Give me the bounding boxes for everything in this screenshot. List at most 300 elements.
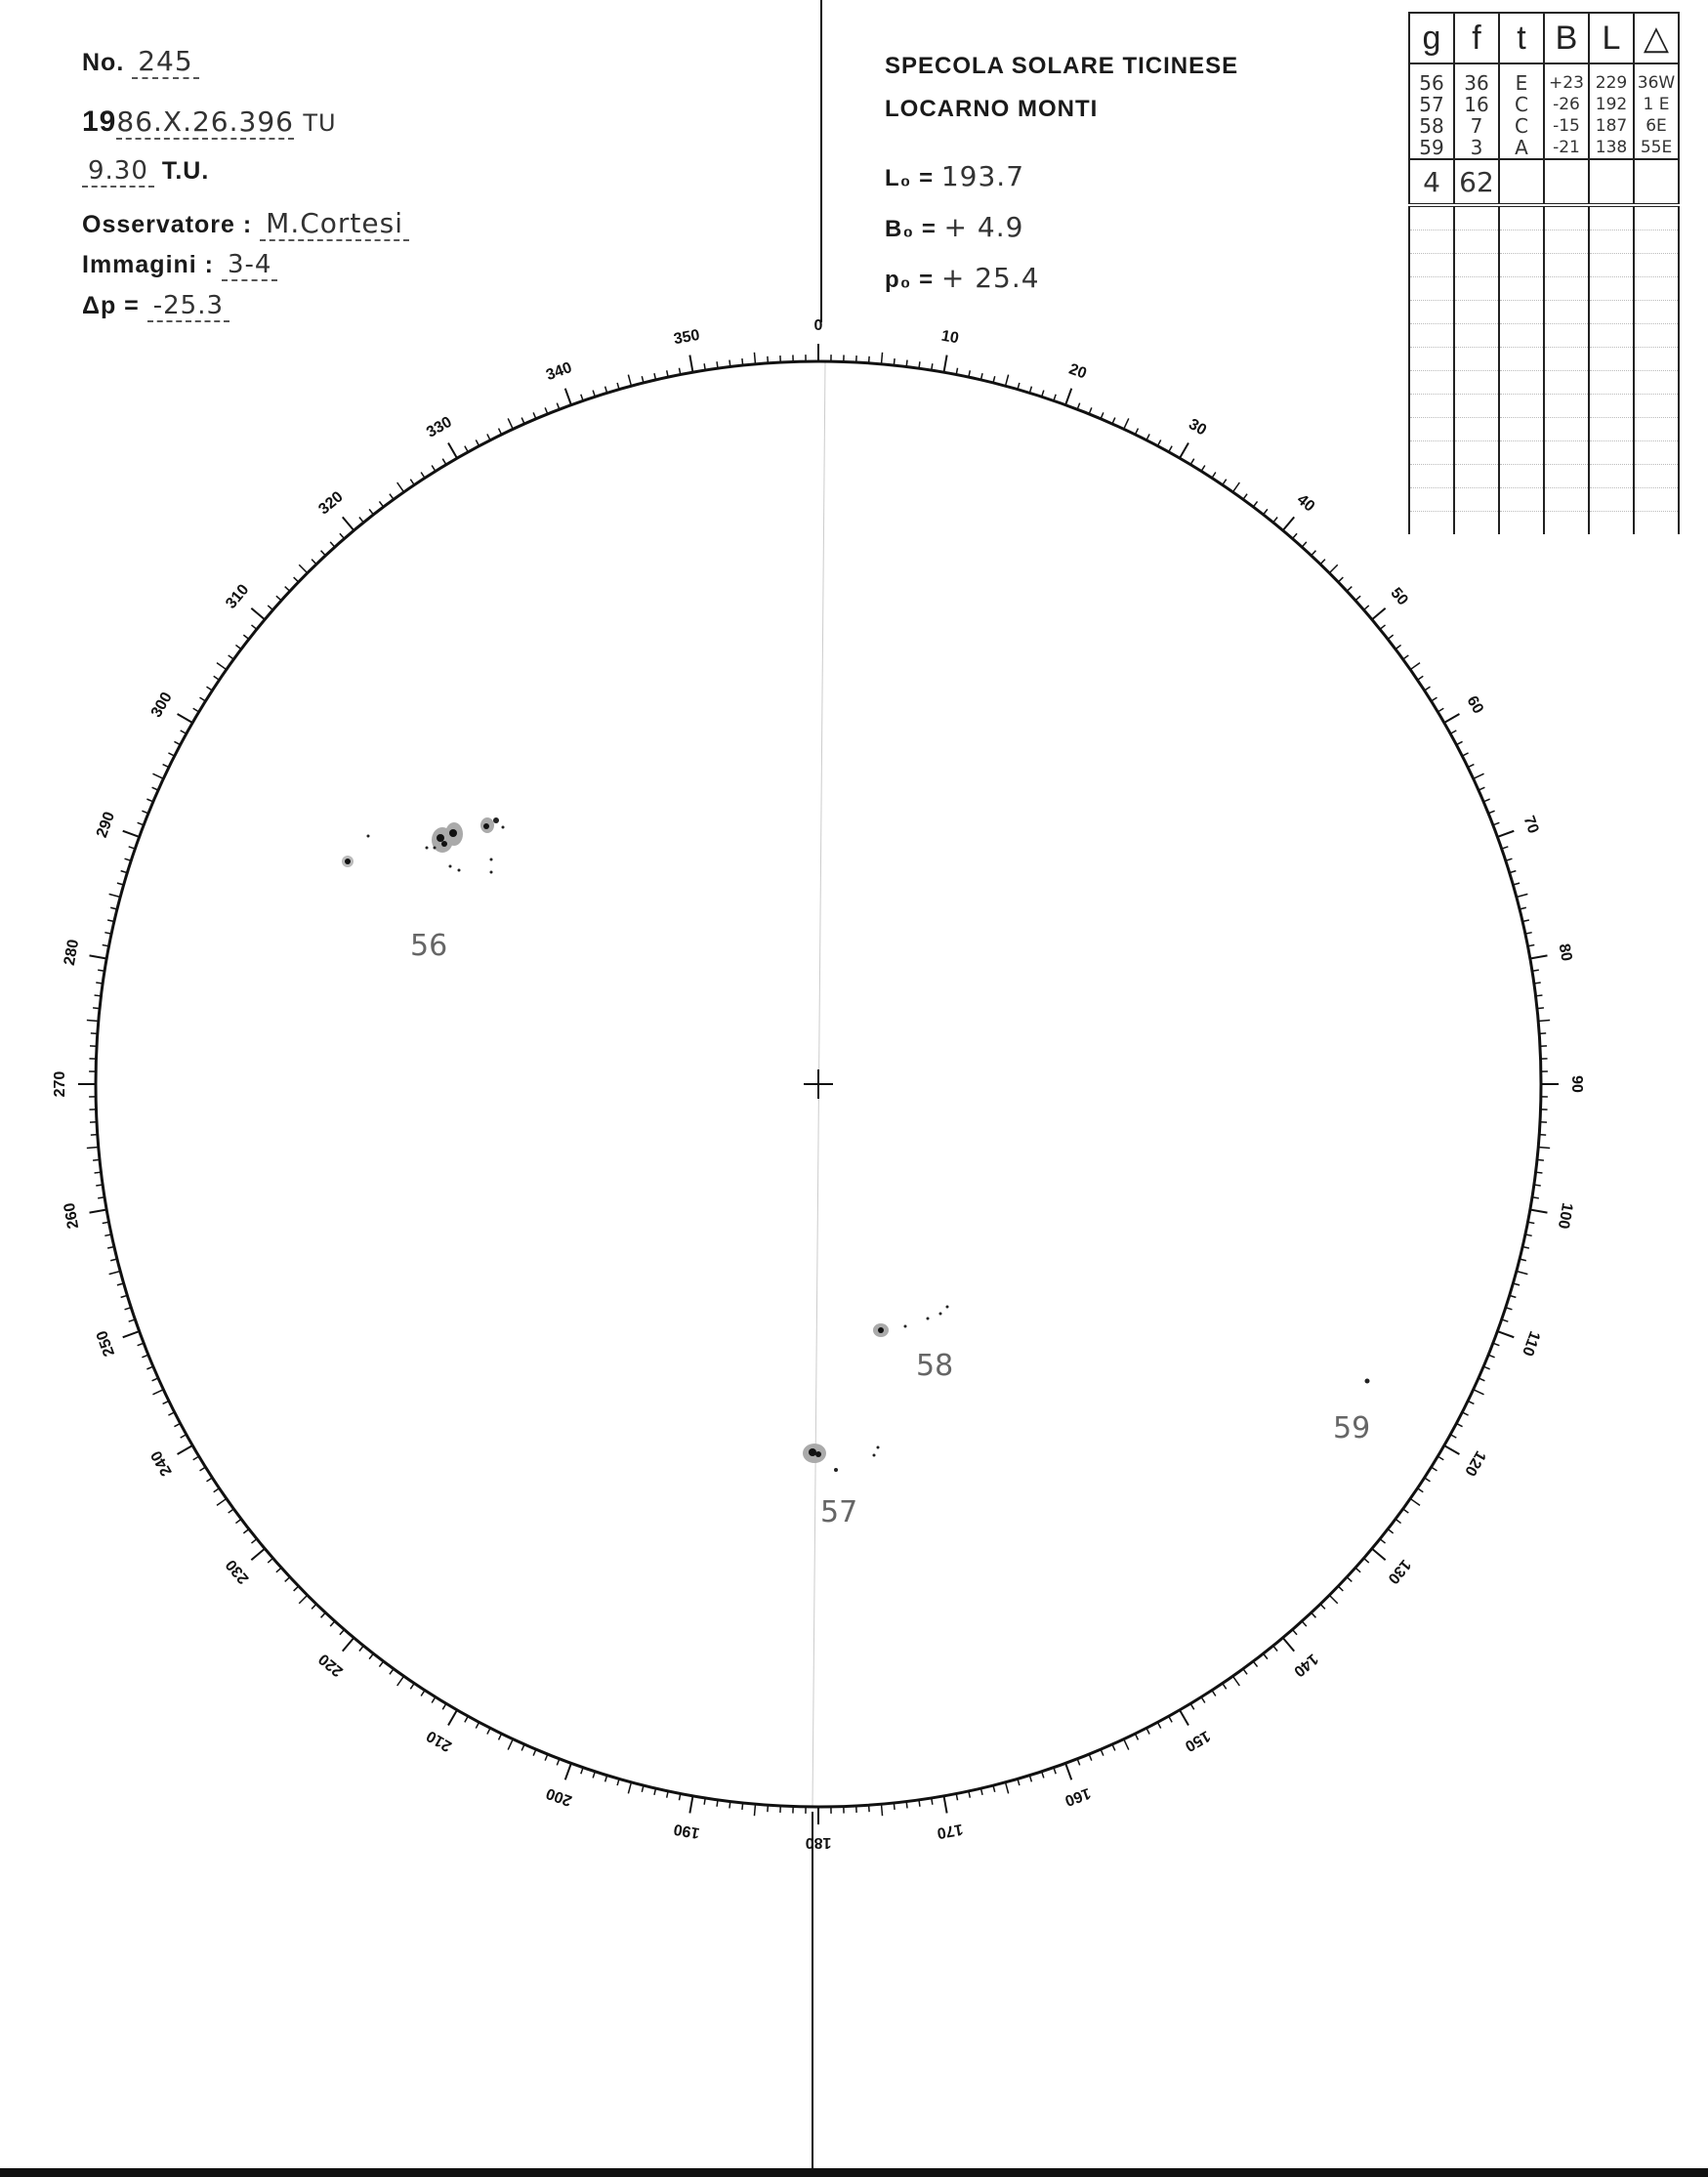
angle-tick (95, 1172, 102, 1173)
angle-tick (330, 1621, 335, 1626)
col-header-l: L (1589, 13, 1634, 63)
angle-tick (1535, 1172, 1542, 1173)
angle-tick (1329, 565, 1337, 572)
empty-row (1409, 441, 1679, 465)
time-value: 9.30 (82, 156, 154, 188)
angle-label: 290 (93, 810, 119, 840)
bottom-border (0, 2168, 1708, 2177)
angle-tick (268, 1558, 272, 1563)
angle-tick (1517, 1272, 1528, 1275)
angle-tick (919, 1800, 920, 1807)
angle-tick (1338, 577, 1343, 582)
cell-b: -15 (1544, 115, 1589, 137)
angle-tick (906, 360, 907, 367)
angle-tick (1355, 596, 1360, 601)
angle-tick (1232, 482, 1239, 492)
angle-tick (593, 391, 595, 398)
angle-tick (448, 443, 457, 459)
angle-tick (1223, 1683, 1227, 1689)
empty-row (1409, 254, 1679, 277)
angle-tick (689, 1796, 692, 1814)
angle-tick (1425, 687, 1431, 691)
angle-tick (1264, 509, 1268, 515)
angle-label: 200 (544, 1783, 574, 1810)
angle-tick (1006, 375, 1009, 387)
angle-tick (200, 1467, 206, 1471)
table-row (1409, 72, 1679, 94)
angle-tick (243, 1529, 249, 1533)
cell-b: -26 (1544, 94, 1589, 115)
angle-tick (487, 434, 490, 440)
angle-tick (1396, 1519, 1401, 1523)
cell-t: C (1499, 94, 1544, 115)
angle-tick (152, 774, 163, 778)
angle-label: 310 (223, 581, 253, 612)
angle-tick (251, 1549, 265, 1561)
l0-label: L₀ = (885, 165, 935, 191)
angle-tick (1329, 1595, 1337, 1603)
angle-tick (881, 353, 882, 364)
angle-tick (1190, 1703, 1194, 1709)
angle-tick (1355, 1568, 1360, 1572)
angle-tick (717, 361, 718, 368)
angle-tick (168, 753, 174, 756)
cell-g: 58 (1409, 115, 1454, 137)
images-label: Immagini : (82, 251, 215, 278)
group-label-56: 56 (410, 929, 448, 963)
angle-tick (1135, 429, 1138, 435)
angle-label: 140 (1290, 1650, 1321, 1680)
empty-row (1409, 512, 1679, 535)
empty-row (1409, 324, 1679, 348)
angle-label: 340 (544, 358, 574, 385)
angle-tick (1497, 831, 1514, 837)
date-suffix: TU (303, 109, 337, 137)
angle-label: 180 (805, 1833, 832, 1851)
angle-tick (1201, 466, 1205, 472)
angle-tick (1243, 1669, 1247, 1675)
angle-tick (717, 1800, 718, 1807)
empty-row (1409, 418, 1679, 441)
empty-row (1409, 230, 1679, 254)
angle-label: 300 (147, 690, 176, 721)
angle-tick (1403, 655, 1409, 659)
cell-b: -21 (1544, 137, 1589, 159)
angle-tick (508, 418, 513, 429)
angle-tick (442, 459, 446, 465)
angle-tick (1388, 1529, 1394, 1533)
angle-tick (1201, 1697, 1205, 1703)
angle-label: 350 (672, 326, 701, 349)
angle-tick (1388, 635, 1394, 639)
angle-tick (1124, 1739, 1129, 1750)
angle-tick (285, 587, 290, 592)
angle-tick (285, 1577, 290, 1582)
angle-tick (1264, 1654, 1268, 1659)
angle-label: 20 (1066, 360, 1089, 383)
empty-row (1409, 395, 1679, 418)
angle-tick (1135, 1734, 1138, 1739)
angle-tick (96, 983, 103, 984)
angle-tick (1506, 858, 1513, 860)
angle-tick (397, 482, 404, 492)
angle-tick (181, 1435, 187, 1438)
cell-t: E (1499, 72, 1544, 94)
angle-tick (499, 1734, 502, 1739)
angle-tick (565, 1763, 571, 1779)
cell-f: 7 (1454, 115, 1499, 137)
sunspot-group-58 (873, 1306, 953, 1384)
angle-tick (397, 1676, 404, 1686)
angle-tick (125, 858, 132, 860)
angle-tick (1273, 1646, 1277, 1651)
angle-tick (1437, 1456, 1443, 1460)
number-value: 245 (132, 45, 198, 79)
angle-tick (1497, 1331, 1514, 1337)
time-suffix: T.U. (161, 157, 210, 185)
empty-row (1409, 277, 1679, 301)
angle-tick (1534, 1185, 1541, 1186)
cell-delta: 6E (1634, 115, 1679, 137)
angle-tick (299, 1595, 307, 1603)
angle-tick (1146, 434, 1149, 440)
angle-tick (499, 429, 502, 435)
cell-f: 36 (1454, 72, 1499, 94)
group-label-58: 58 (916, 1349, 954, 1383)
angle-tick (742, 1803, 743, 1810)
angle-tick (593, 1772, 595, 1779)
cell-g: 56 (1409, 72, 1454, 94)
date-field (82, 105, 337, 139)
angle-tick (1006, 1782, 1009, 1794)
angle-tick (442, 1703, 446, 1709)
angle-tick (1180, 1710, 1188, 1726)
angle-tick (1380, 625, 1385, 629)
angle-tick (1450, 731, 1456, 733)
cell-f: 16 (1454, 94, 1499, 115)
cell-t: C (1499, 115, 1544, 137)
empty-row (1409, 488, 1679, 512)
angle-tick (312, 560, 316, 565)
angle-tick (1347, 1577, 1352, 1582)
cell-f: 3 (1454, 137, 1499, 159)
group-summary-table (1408, 12, 1680, 534)
angle-tick (1283, 1638, 1295, 1652)
angle-tick (330, 542, 335, 547)
angle-label: 30 (1186, 415, 1210, 440)
angle-tick (359, 1646, 363, 1651)
angle-label: 170 (936, 1820, 965, 1842)
angle-tick (410, 480, 414, 485)
angle-tick (421, 1691, 425, 1696)
angle-tick (894, 1803, 895, 1810)
angle-tick (1320, 1604, 1325, 1609)
table-row (1409, 137, 1679, 159)
cell-delta: 55E (1634, 137, 1679, 159)
angle-tick (1042, 391, 1044, 398)
angle-tick (1517, 894, 1528, 897)
angle-label: 100 (1554, 1201, 1576, 1231)
angle-tick (1538, 1020, 1550, 1021)
angle-tick (1450, 1435, 1456, 1438)
angle-tick (465, 1716, 468, 1722)
angle-tick (1534, 983, 1541, 984)
angle-tick (565, 389, 571, 405)
angle-tick (689, 356, 692, 373)
col-header-t: t (1499, 13, 1544, 63)
b0-label: B₀ = (885, 216, 937, 242)
angle-tick (193, 1456, 199, 1460)
group-label-57: 57 (820, 1495, 858, 1529)
angle-tick (1538, 1147, 1550, 1148)
angle-tick (312, 1604, 316, 1609)
table-header-row (1409, 13, 1679, 63)
angle-tick (251, 1539, 256, 1543)
angle-tick (1312, 551, 1316, 556)
date-prefix: 19 (82, 105, 117, 138)
angle-label: 210 (424, 1727, 455, 1755)
angle-label: 230 (223, 1556, 253, 1587)
cell-l: 138 (1589, 137, 1634, 159)
angle-label: 80 (1555, 942, 1575, 963)
angle-tick (178, 1445, 193, 1454)
angle-tick (123, 831, 140, 837)
angle-tick (1312, 1612, 1316, 1617)
angle-tick (109, 1272, 121, 1275)
angle-tick (1253, 1661, 1257, 1667)
angle-tick (93, 1008, 100, 1009)
angle-tick (1396, 645, 1401, 649)
angle-tick (1372, 608, 1386, 620)
angle-tick (1363, 606, 1368, 610)
angle-tick (294, 1586, 299, 1591)
angle-tick (379, 501, 383, 507)
angle-tick (359, 517, 363, 522)
angle-tick (410, 1683, 414, 1689)
p0-label: p₀ = (885, 267, 935, 293)
angle-tick (251, 625, 256, 629)
angle-tick (1506, 1308, 1513, 1310)
angle-tick (163, 765, 169, 768)
delta-p-label: Δp = (82, 292, 140, 319)
cell-l: 187 (1589, 115, 1634, 137)
observer-label: Osservatore : (82, 211, 253, 238)
cell-g: 59 (1409, 137, 1454, 159)
angle-tick (243, 635, 249, 639)
angle-tick (1157, 440, 1160, 445)
angle-tick (754, 353, 755, 364)
angle-tick (1302, 1621, 1307, 1626)
angle-tick (1347, 587, 1352, 592)
angle-tick (379, 1661, 383, 1667)
angle-tick (1456, 1423, 1462, 1426)
cell-b: +23 (1544, 72, 1589, 94)
angle-label: 90 (1567, 1075, 1585, 1093)
angle-tick (321, 1612, 326, 1617)
delta-p-value: -25.3 (147, 291, 229, 322)
angle-tick (628, 1782, 631, 1794)
totals-row (1409, 159, 1679, 205)
angle-label: 250 (93, 1328, 119, 1359)
angle-tick (729, 360, 730, 367)
angle-tick (174, 741, 180, 744)
angle-label: 150 (1182, 1727, 1213, 1755)
p0-field (885, 262, 1040, 294)
col-header-b: B (1544, 13, 1589, 63)
angle-tick (207, 687, 213, 691)
angle-tick (95, 995, 102, 996)
cell-t: A (1499, 137, 1544, 159)
angle-tick (1190, 459, 1194, 465)
angle-tick (1363, 1558, 1368, 1563)
angle-tick (96, 1185, 103, 1186)
angle-tick (432, 1697, 436, 1703)
angle-tick (1157, 1722, 1160, 1728)
angle-tick (181, 731, 187, 733)
angle-tick (508, 1739, 513, 1750)
angle-tick (1417, 676, 1423, 680)
angle-tick (369, 1654, 373, 1659)
angle-tick (178, 714, 193, 723)
angle-tick (1212, 1691, 1216, 1696)
angle-tick (268, 606, 272, 610)
empty-row (1409, 301, 1679, 324)
angle-tick (1223, 480, 1227, 485)
angle-tick (881, 1804, 882, 1816)
angle-tick (1530, 1209, 1548, 1212)
table-row (1409, 115, 1679, 137)
angle-tick (90, 1209, 107, 1212)
angle-label: 280 (61, 938, 83, 967)
angle-tick (1065, 389, 1071, 405)
angle-tick (1437, 708, 1443, 712)
angle-tick (251, 608, 265, 620)
angle-tick (1468, 1401, 1474, 1403)
angle-label: 190 (672, 1820, 701, 1842)
p0-value: + 25.4 (940, 262, 1040, 294)
number-field (82, 45, 199, 77)
l0-value: 193.7 (940, 160, 1025, 192)
angle-label: 330 (424, 413, 455, 441)
angle-tick (1283, 517, 1295, 530)
images-value: 3-4 (222, 250, 277, 281)
angle-tick (207, 1478, 213, 1482)
col-header-f: f (1454, 13, 1499, 63)
angle-tick (432, 466, 436, 472)
observatory-name: SPECOLA SOLARE TICINESE (885, 53, 1239, 79)
angle-tick (1065, 1763, 1071, 1779)
angle-tick (343, 1638, 354, 1652)
angle-tick (340, 533, 345, 538)
angle-tick (369, 509, 373, 515)
angle-tick (465, 446, 468, 452)
angle-tick (943, 1796, 946, 1814)
angle-tick (1444, 714, 1460, 723)
angle-tick (1212, 473, 1216, 479)
angle-tick (93, 1159, 100, 1160)
angle-tick (214, 1488, 220, 1492)
total-spots: 62 (1454, 159, 1499, 205)
angle-label: 110 (1519, 1328, 1543, 1359)
cell-delta: 1 E (1634, 94, 1679, 115)
angle-label: 70 (1520, 814, 1542, 836)
empty-row (1409, 205, 1679, 230)
angle-label: 240 (147, 1447, 176, 1479)
angle-tick (448, 1710, 457, 1726)
angle-tick (294, 577, 299, 582)
angle-tick (1535, 995, 1542, 996)
angle-label: 130 (1384, 1556, 1414, 1587)
angle-tick (906, 1801, 907, 1808)
angle-tick (1338, 1586, 1343, 1591)
angle-tick (1468, 765, 1474, 768)
angle-tick (628, 375, 631, 387)
angle-tick (1302, 542, 1307, 547)
observatory-location: LOCARNO MONTI (885, 96, 1099, 122)
delta-p-field (82, 291, 229, 320)
angle-label: 40 (1293, 491, 1318, 516)
angle-label: 320 (315, 488, 347, 519)
angle-tick (90, 955, 107, 958)
time-field (82, 156, 209, 186)
angle-label: 0 (813, 317, 823, 335)
angle-tick (214, 676, 220, 680)
angle-tick (1253, 501, 1257, 507)
angle-tick (1462, 1412, 1468, 1415)
observer-value: M.Cortesi (260, 207, 409, 241)
angle-tick (163, 1401, 169, 1403)
angle-tick (1292, 1629, 1297, 1634)
angle-tick (1146, 1728, 1149, 1734)
sunspot-group-56 (342, 817, 505, 963)
angle-tick (200, 697, 206, 701)
cell-g: 57 (1409, 94, 1454, 115)
number-label: No. (82, 49, 125, 76)
angle-tick (123, 1331, 140, 1337)
angle-tick (1124, 418, 1129, 429)
angle-tick (217, 1498, 227, 1505)
col-header-delta: △ (1634, 13, 1679, 63)
observer-field (82, 207, 409, 239)
angle-tick (894, 358, 895, 365)
angle-tick (1232, 1676, 1239, 1686)
angle-tick (943, 356, 946, 373)
angle-tick (742, 358, 743, 365)
empty-row (1409, 348, 1679, 371)
angle-tick (476, 1722, 479, 1728)
cell-l: 192 (1589, 94, 1634, 115)
angle-tick (235, 1519, 241, 1523)
angle-tick (340, 1629, 345, 1634)
angle-tick (1425, 1478, 1431, 1482)
angle-tick (1180, 443, 1188, 459)
angle-tick (390, 1669, 394, 1675)
angle-tick (1273, 517, 1277, 522)
angle-label: 120 (1461, 1447, 1489, 1479)
angle-label: 10 (939, 327, 961, 348)
angle-tick (919, 361, 920, 368)
b0-value: + 4.9 (943, 211, 1024, 243)
angle-tick (109, 894, 121, 897)
angle-tick (1537, 1159, 1544, 1160)
cell-delta: 36W (1634, 72, 1679, 94)
angle-label: 160 (1062, 1783, 1093, 1810)
angle-tick (1456, 741, 1462, 744)
angle-tick (152, 1390, 163, 1395)
angle-tick (125, 1308, 132, 1310)
l0-field (885, 160, 1024, 192)
angle-tick (174, 1423, 180, 1426)
